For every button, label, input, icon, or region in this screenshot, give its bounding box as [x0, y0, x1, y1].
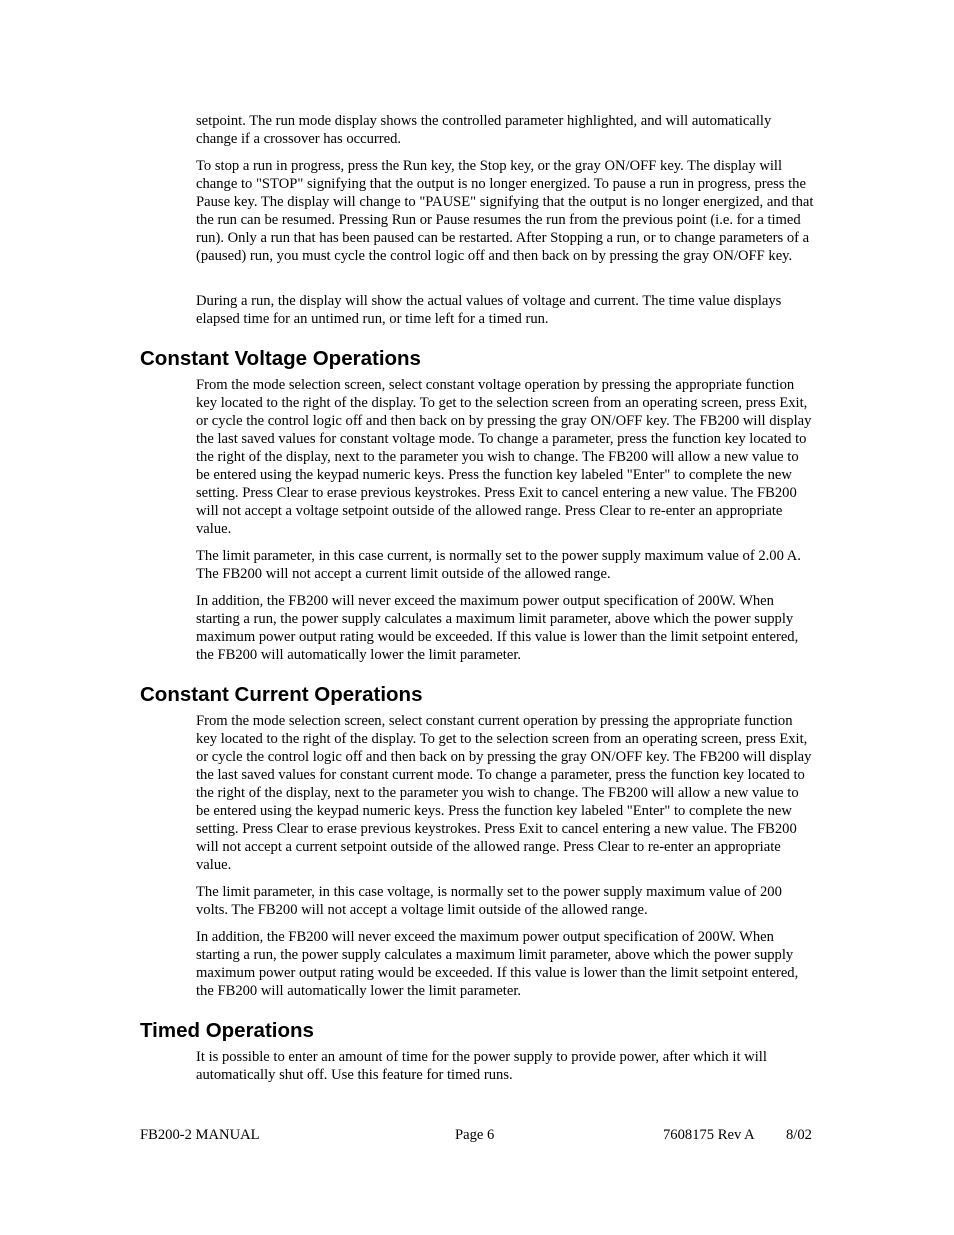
footer-manual-title: FB200-2 MANUAL: [140, 1127, 260, 1143]
cc-paragraph-2: The limit parameter, in this case voltage, is normally set to the power supply maximum value of 200 volts. The FB200 will not accept a voltage limit outside of the allowed range.: [196, 884, 782, 918]
footer-revision: 7608175 Rev A: [663, 1127, 755, 1143]
cv-paragraph-3: In addition, the FB200 will never exceed the maximum power output specification of 200W. When starting a run, the power supply calculates a maximum limit parameter, above which the power supply maximum power output rating would be exceeded. If this value is lower than the limit setpoint entered, the FB200 will automatically lower the limit parameter.: [196, 593, 799, 663]
section-heading-constant-current: Constant Current Operations: [140, 683, 423, 706]
cc-paragraph-1: From the mode selection screen, select constant current operation by pressing the appropriate function key located to the right of the display. To get to the selection screen from an operating screen, press Exit, or cycle the control logic off and then back on by pressing the gray ON/OFF key. The FB200 will display the last saved values for constant current mode. To change a parameter, press the function key located to the right of the display, next to the parameter you wish to change. The FB200 will allow a new value to be entered using the keypad numeric keys. Press the function key labeled "Enter" to complete the new setting. Press Clear to erase previous keystrokes. Press Exit to cancel entering a new value. The FB200 will not accept a current setpoint outside of the allowed range. Press Clear to re-enter an appropriate value.: [196, 713, 812, 873]
cv-paragraph-2: The limit parameter, in this case current, is normally set to the power supply maximum value of 2.00 A. The FB200 will not accept a current limit outside of the allowed range.: [196, 548, 801, 582]
footer-page-number: Page 6: [455, 1127, 495, 1143]
intro-paragraph-2: To stop a run in progress, press the Run key, the Stop key, or the gray ON/OFF key. The display will change to "STOP" signifying that the output is no longer energized. To pause a run in progress, press the Pause key. The display will change to "PAUSE" signifying that the output is no longer energized, and that the run can be resumed. Pressing Run or Pause resumes the run from the previous point (i.e. for a timed run). Only a run that has been paused can be restarted. After Stopping a run, or to change parameters of a (paused) run, you must cycle the control logic off and then back on by pressing the gray ON/OFF key.: [196, 158, 814, 264]
intro-paragraph-1: setpoint. The run mode display shows the controlled parameter highlighted, and will automatically change if a crossover has occurred.: [196, 113, 772, 147]
footer-date: 8/02: [786, 1127, 812, 1143]
cc-paragraph-3: In addition, the FB200 will never exceed the maximum power output specification of 200W. When starting a run, the power supply calculates a maximum limit parameter, above which the power supply maximum power output rating would be exceeded. If this value is lower than the limit setpoint entered, the FB200 will automatically lower the limit parameter.: [196, 929, 799, 999]
section-heading-constant-voltage: Constant Voltage Operations: [140, 347, 421, 370]
intro-paragraph-3: During a run, the display will show the actual values of voltage and current. The time value displays elapsed time for an untimed run, or time left for a timed run.: [196, 293, 782, 327]
timed-paragraph-1: It is possible to enter an amount of time for the power supply to provide power, after which it will automatically shut off. Use this feature for timed runs.: [196, 1049, 767, 1083]
section-heading-timed: Timed Operations: [140, 1019, 314, 1042]
cv-paragraph-1: From the mode selection screen, select constant voltage operation by pressing the appropriate function key located to the right of the display. To get to the selection screen from an operating screen, press Exit, or cycle the control logic off and then back on by pressing the gray ON/OFF key. The FB200 will display the last saved values for constant voltage mode. To change a parameter, press the function key located to the right of the display, next to the parameter you wish to change. The FB200 will allow a new value to be entered using the keypad numeric keys. Press the function key labeled "Enter" to complete the new setting. Press Clear to erase previous keystrokes. Press Exit to cancel entering a new value. The FB200 will not accept a voltage setpoint outside of the allowed range. Press Clear to re-enter an appropriate value.: [196, 377, 812, 537]
